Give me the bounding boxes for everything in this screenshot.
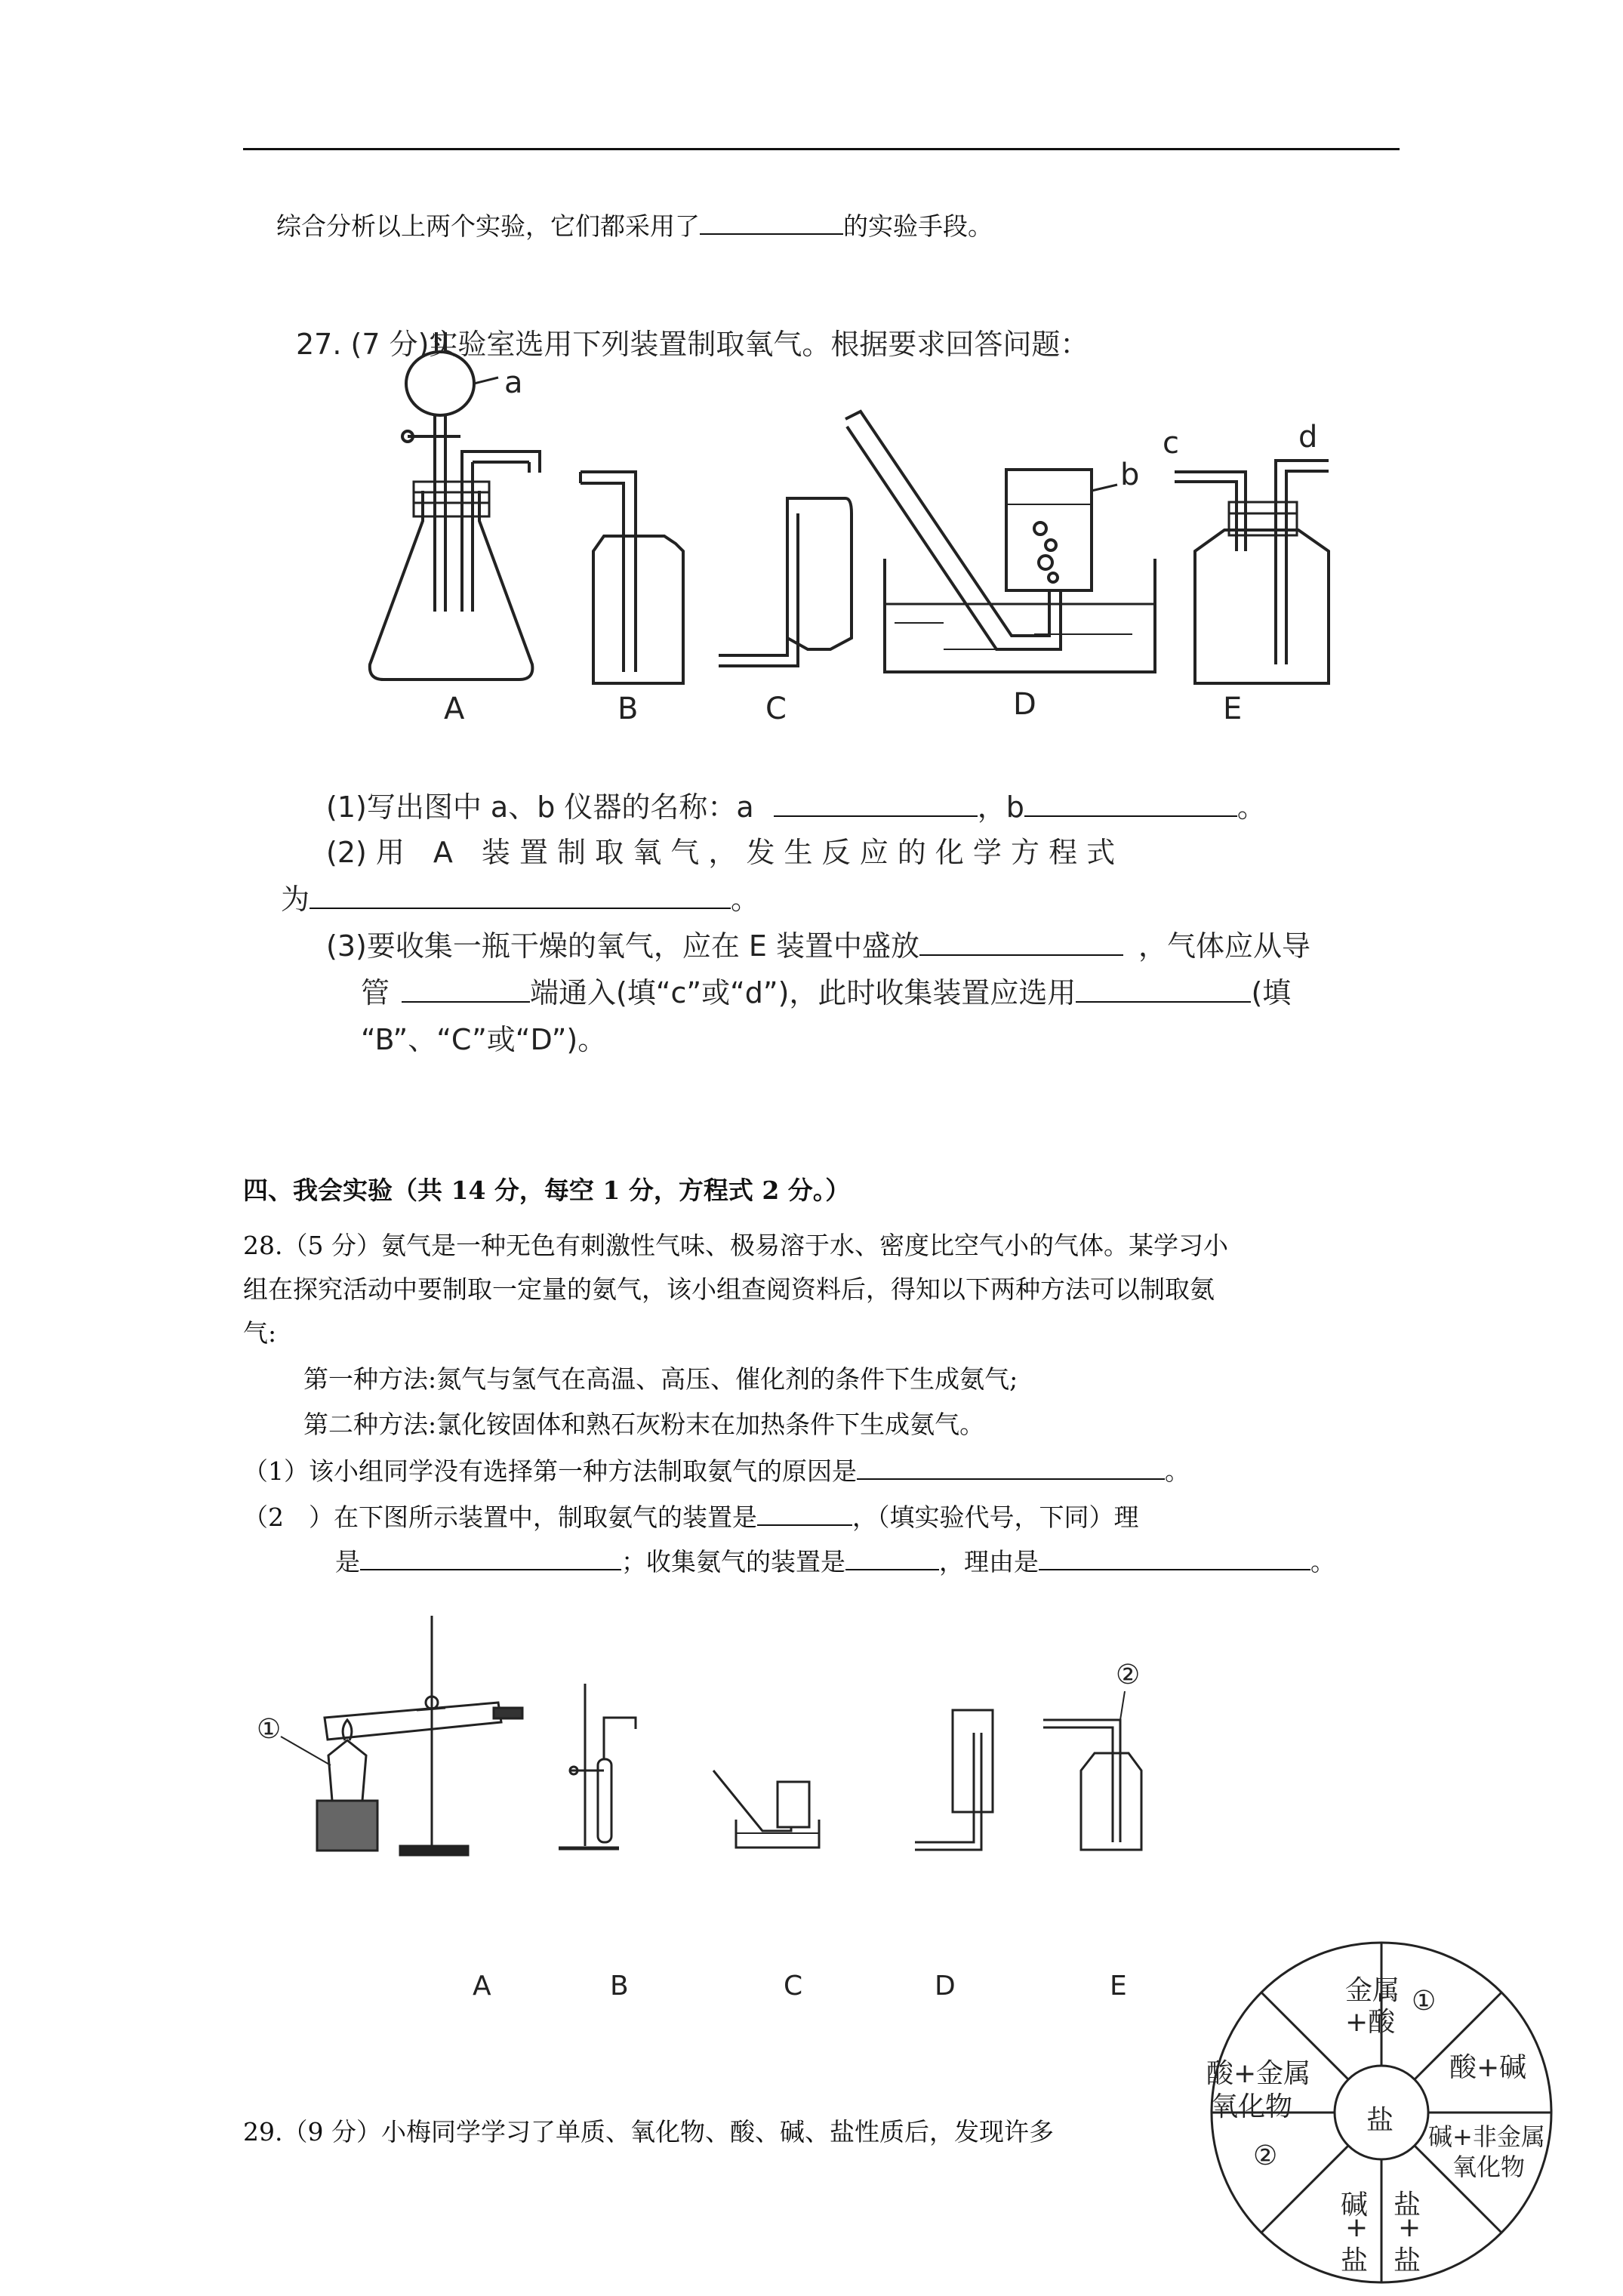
wheel-rightlow-a: 碱+非金属 xyxy=(1428,2122,1545,2151)
q26-text: 综合分析以上两个实验，它们都采用了 xyxy=(276,211,700,241)
wheel-bottomright-c: 盐 xyxy=(1394,2245,1421,2276)
label-a: a xyxy=(504,365,523,400)
q27-title: 27. (7 分)实验室选用下列装置制取氧气。根据要求回答问题： xyxy=(296,328,1089,361)
q27-part1-end: 。 xyxy=(1236,791,1266,824)
wheel-topleft-b: 氧化物 xyxy=(1211,2091,1293,2122)
q28-sub2-text3: 是 xyxy=(335,1547,360,1576)
q28-sub2-end: 。 xyxy=(1310,1547,1335,1576)
apparatus-label-b: B xyxy=(617,692,639,726)
q28-label-a: A xyxy=(473,1971,491,2002)
q28-label-e: E xyxy=(1110,1971,1127,2002)
label-c: c xyxy=(1163,426,1179,461)
q28-line1: 28.（5 分）氨气是一种无色有刺激性气味、极易溶于水、密度比空气小的气体。某学习小 xyxy=(243,1231,1228,1260)
q27-part3-text3: 管 xyxy=(361,976,390,1009)
q27-part3-text: (3)要收集一瓶干燥的氧气，应在 E 装置中盛放 xyxy=(326,929,919,963)
q28-line3: 气: xyxy=(243,1318,277,1348)
apparatus-b-tube xyxy=(559,1684,636,1848)
apparatus-a-heating xyxy=(281,1616,522,1855)
q28-label-c: C xyxy=(784,1971,803,2002)
wheel-topleft-a: 酸+金属 xyxy=(1206,2058,1311,2089)
q28-sub1-end: 。 xyxy=(1165,1456,1190,1486)
q28-sub2-text5: ，理由是 xyxy=(939,1547,1039,1576)
q28-label-b: B xyxy=(610,1971,629,2002)
q27-part1-text: (1)写出图中 a、b 仪器的名称：a xyxy=(326,791,754,824)
q28-label-d: D xyxy=(935,1971,956,2002)
q27-part3-line3: “B”、“C”或“D”)。 xyxy=(361,1023,607,1056)
wheel-left: ② xyxy=(1253,2140,1278,2171)
q28-sub2-text: （2 ）在下图所示装置中，制取氨气的装置是 xyxy=(243,1502,757,1532)
q27-part1-mid: ，b xyxy=(977,791,1024,824)
apparatus-e-bottle xyxy=(1043,1691,1141,1850)
wheel-center: 盐 xyxy=(1366,2105,1394,2136)
q28-line2: 组在探究活动中要制取一定量的氨气，该小组查阅资料后，得知以下两种方法可以制取氨 xyxy=(243,1274,1215,1304)
q26-text-end: 的实验手段。 xyxy=(843,211,993,241)
apparatus-label-d: D xyxy=(1013,687,1036,722)
wheel-bottomright-a: 盐 xyxy=(1394,2190,1421,2220)
apparatus-d-bottle xyxy=(915,1710,993,1850)
q29-line1: 29.（9 分）小梅同学学习了单质、氧化物、酸、碱、盐性质后，发现许多 xyxy=(243,2117,1054,2147)
wheel-bottomleft-a: 碱 xyxy=(1341,2190,1369,2220)
section-4-title: 四、我会实验（共 14 分，每空 1 分，方程式 2 分。） xyxy=(243,1176,851,1205)
apparatus-label-a: A xyxy=(444,692,465,726)
wheel-bottomright-b: + xyxy=(1398,2212,1421,2243)
label-b: b xyxy=(1120,458,1140,492)
circle-mark-1: ① xyxy=(257,1714,282,1745)
wheel-top-a: 金属 xyxy=(1345,1975,1400,2006)
q28-method1: 第一种方法:氮气与氢气在高温、高压、催化剂的条件下生成氨气; xyxy=(303,1364,1018,1394)
q28-sub2-text2: ，（填实验代号，下同）理 xyxy=(852,1502,1139,1532)
wheel-rightlow-b: 氧化物 xyxy=(1452,2153,1526,2181)
wheel-bottomleft-b: + xyxy=(1345,2212,1369,2243)
q28-sub2-text4: ；收集氨气的装置是 xyxy=(621,1547,845,1576)
q27-part3-text5: (填 xyxy=(1251,976,1292,1009)
q27-part2-text: 为 xyxy=(281,883,310,916)
q27-part3-text2: ，气体应从导 xyxy=(1138,929,1311,963)
apparatus-label-e: E xyxy=(1223,692,1243,726)
q27-part3-text4: 端通入(填“c”或“d”)，此时收集装置应选用 xyxy=(530,976,1076,1009)
wheel-bottomleft-c: 盐 xyxy=(1341,2245,1369,2276)
apparatus-label-c: C xyxy=(765,692,787,726)
q28-sub1-text: （1）该小组同学没有选择第一种方法制取氨气的原因是 xyxy=(243,1456,857,1486)
q27-part2-end: 。 xyxy=(731,883,760,916)
circle-mark-2: ② xyxy=(1116,1660,1141,1690)
apparatus-c-trough xyxy=(713,1771,819,1848)
wheel-right: 酸+碱 xyxy=(1449,2052,1527,2083)
label-d: d xyxy=(1298,420,1318,455)
wheel-topright: ① xyxy=(1412,1986,1437,2017)
q28-method2: 第二种方法:氯化铵固体和熟石灰粉末在加热条件下生成氨气。 xyxy=(303,1410,985,1439)
wheel-top-b: +酸 xyxy=(1345,2007,1396,2038)
q27-part2-line1: (2) 用 A 装 置 制 取 氧 气 ， 发 生 反 应 的 化 学 方 程 式 xyxy=(326,836,1116,869)
